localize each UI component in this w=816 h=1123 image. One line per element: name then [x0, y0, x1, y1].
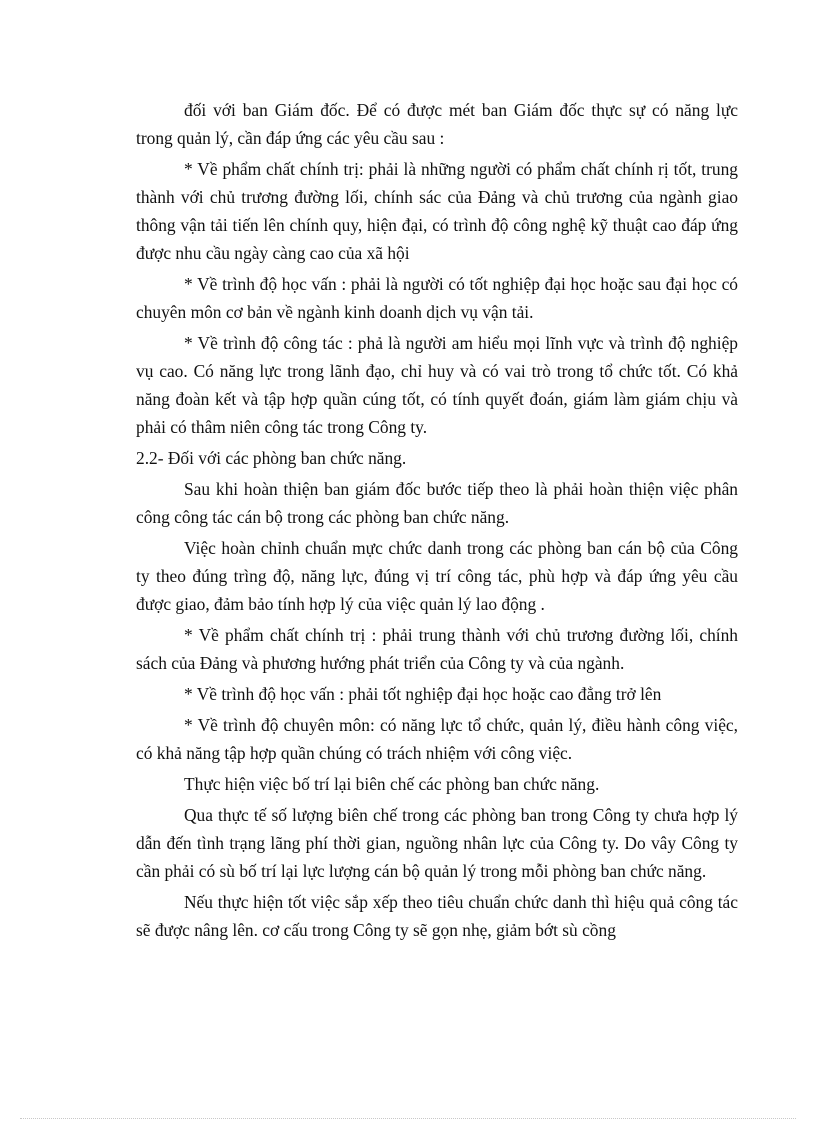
paragraph-director-board-intro: đối với ban Giám đốc. Để có được mét ban Giám đốc thực sự có năng lực trong quản lý, cần đáp ứng các yêu cầu sau :: [136, 100, 738, 148]
paragraph-dept-education-level: * Về trình độ học vấn : phải tốt nghiệp đại học hoặc cao đẳng trở lên: [184, 684, 662, 704]
page-bottom-border: [20, 1118, 796, 1119]
paragraph-dept-political-quality: * Về phẩm chất chính trị : phải trung thành với chủ trương đường lối, chính sách của Đảng và phương hướng phát triển của Công ty và của ngành.: [136, 625, 738, 673]
paragraph-after-director-board: Sau khi hoàn thiện ban giám đốc bước tiếp theo là phải hoàn thiện việc phân công công tác cán bộ trong các phòng ban chức năng.: [136, 479, 738, 527]
section-heading-functional-departments: 2.2- Đối với các phòng ban chức năng.: [136, 448, 407, 468]
document-body: [136, 96, 738, 947]
paragraph-work-experience: * Về trình độ công tác : phả là người am hiểu mọi lĩnh vực và trình độ nghiệp vụ cao. Có năng lực trong lãnh đạo, chỉ huy và có vai trò trong tổ chức tốt. Có khả năng đoàn kết và tập hợp quần cúng tốt, có tính quyết đoán, giám làm giám chịu và phải có thâm niên công tác trong Công ty.: [136, 333, 738, 437]
paragraph-education-level: * Về trình độ học vấn : phải là người có tốt nghiệp đại học hoặc sau đại học có chuyên môn cơ bản về ngành kinh doanh dịch vụ vận tải.: [136, 274, 738, 322]
paragraph-effective-arrangement: Nếu thực hiện tốt việc sắp xếp theo tiêu chuẩn chức danh thì hiệu quả công tác sẽ được nâng lên. cơ cấu trong Công ty sẽ gọn nhẹ, giảm bớt sù cồng: [136, 892, 738, 940]
paragraph-reorganize-staffing: Thực hiện việc bố trí lại biên chế các phòng ban chức năng.: [184, 774, 600, 794]
paragraph-staffing-reality: Qua thực tế số lượng biên chế trong các phòng ban trong Công ty chưa hợp lý dẫn đến tình trạng lãng phí thời gian, nguồng nhân lực của Công ty. Do vây Công ty cần phải có sù bố trí lại lực lượng cán bộ quản lý trong mỗi phòng ban chức năng.: [136, 805, 738, 881]
paragraph-political-quality: * Về phẩm chất chính trị: phải là những người có phẩm chất chính rị tốt, trung thành với chủ trương đường lối, chính sác của Đảng và chủ trương của ngành giao thông vận tải tiến lên chính quy, hiện đại, có trình độ công nghệ kỹ thuật cao đáp ứng được nhu cầu ngày càng cao của xã hội: [136, 159, 738, 263]
paragraph-title-standards: Việc hoàn chỉnh chuẩn mực chức danh trong các phòng ban cán bộ của Công ty theo đúng trìng độ, năng lực, đúng vị trí công tác, phù hợp và đáp ứng yêu cầu được giao, đảm bảo tính hợp lý của việc quản lý lao động .: [136, 538, 738, 614]
paragraph-dept-expertise: * Về trình độ chuyên môn: có năng lực tổ chức, quản lý, điều hành công việc, có khả năng tập hợp quần chúng có trách nhiệm với công việc.: [136, 715, 738, 763]
